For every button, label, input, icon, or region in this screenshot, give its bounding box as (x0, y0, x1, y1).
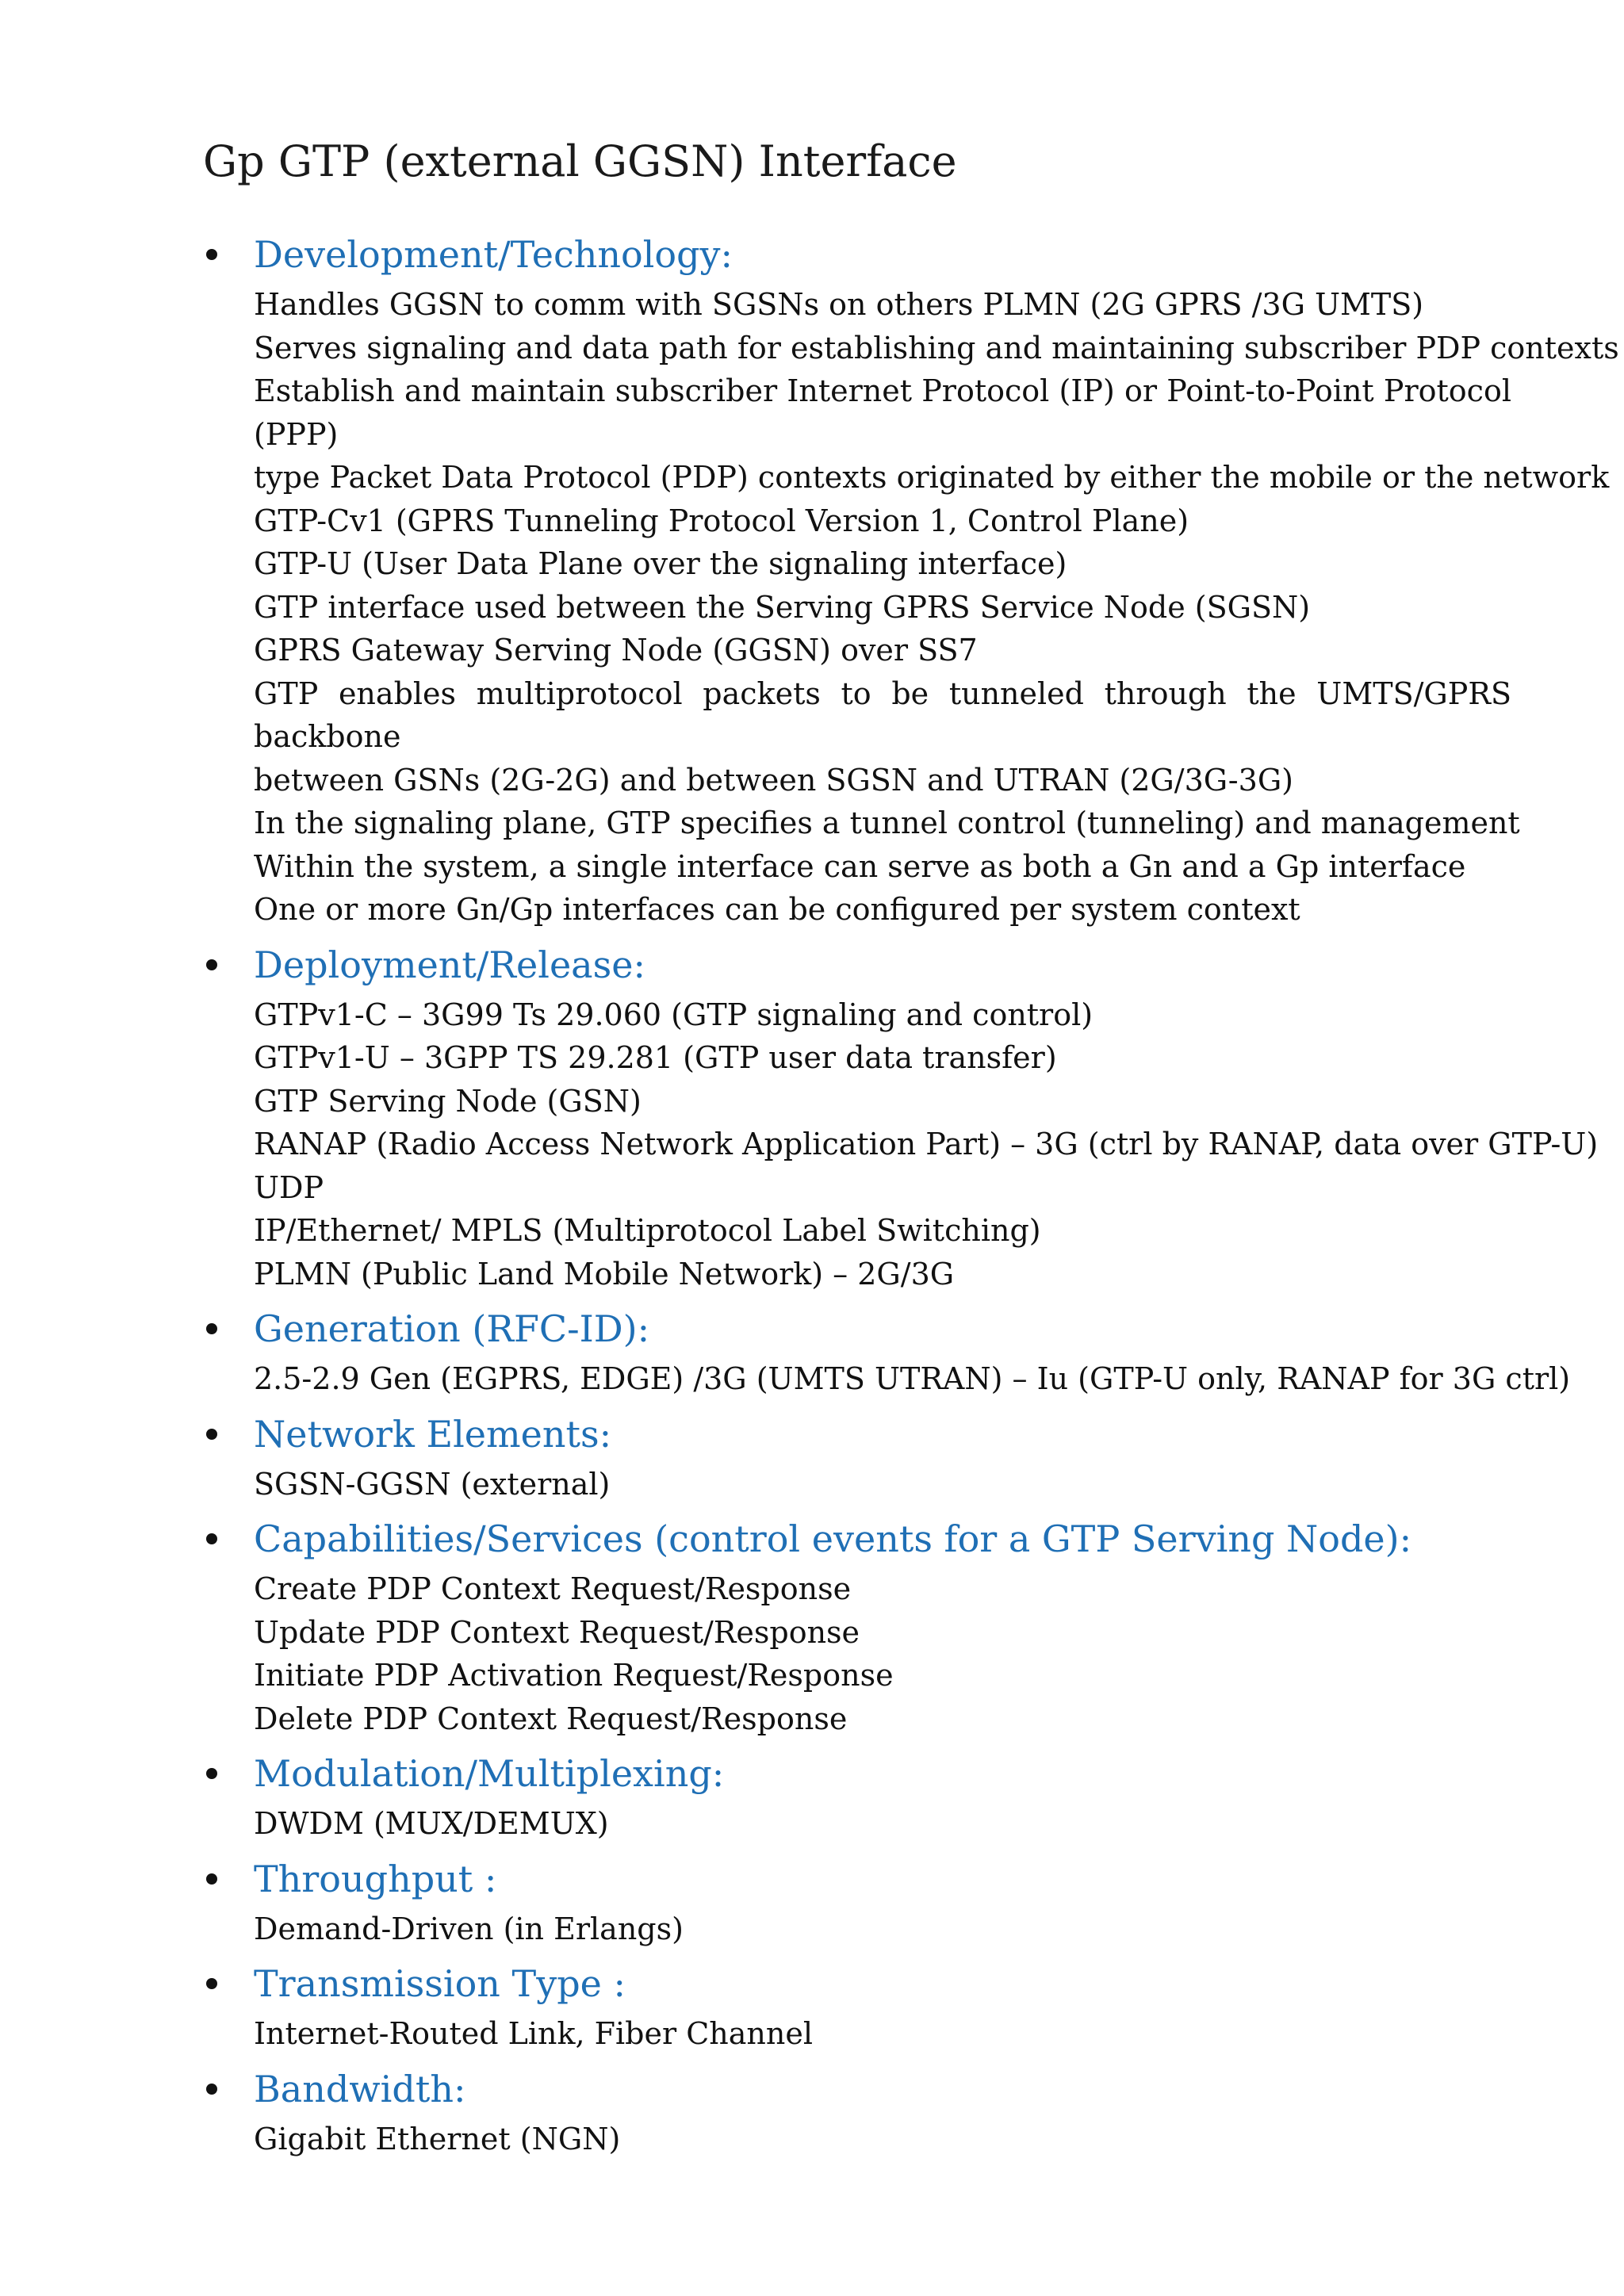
section-body (203, 1463, 1511, 1511)
bullet-icon (206, 1873, 217, 1885)
section (203, 1406, 1511, 1511)
section (203, 1510, 1511, 1745)
body-text-line: GTPv1-U – 3GPP TS 29.281 (GTP user data transfer) (254, 1040, 1057, 1075)
section (203, 1300, 1571, 1406)
section-heading (203, 2061, 1511, 2118)
section-heading (203, 226, 1511, 283)
body-text-line: RANAP (Radio Access Network Application Part) – 3G (ctrl by RANAP, data over GTP-U) (254, 1127, 1599, 1161)
section-body (203, 2012, 1511, 2061)
section-heading-text: Generation (RFC-ID): (254, 1307, 650, 1350)
section-body (203, 283, 1619, 936)
section (203, 226, 1619, 936)
section-heading (203, 936, 1511, 993)
section-heading (203, 1406, 1511, 1463)
bullet-icon (206, 1978, 217, 1989)
body-text-line: GTP Serving Node (GSN) (254, 1083, 642, 1119)
body-text-line: Delete PDP Context Request/Response (254, 1701, 848, 1736)
section-heading-text: Development/Technology: (254, 233, 733, 276)
body-text-line: PLMN (Public Land Mobile Network) – 2G/3G (254, 1256, 955, 1292)
body-text-line: Create PDP Context Request/Response (254, 1571, 852, 1606)
body-text-line: SGSN-GGSN (external) (254, 1466, 611, 1502)
body-text-line: 2.5-2.9 Gen (EGPRS, EDGE) /3G (UMTS UTRAN) – Iu (GTP-U only, RANAP for 3G ctrl) (254, 1361, 1571, 1396)
section (203, 936, 1599, 1301)
body-text-line: Serves signaling and data path for establishing and maintaining subscriber PDP contexts (254, 330, 1619, 365)
body-text-line: DWDM (MUX/DEMUX) (254, 1806, 609, 1841)
body-text-line: Update PDP Context Request/Response (254, 1614, 860, 1650)
section-body (203, 2118, 1511, 2166)
body-text-line: GPRS Gateway Serving Node (GGSN) over SS7 (254, 633, 978, 668)
section-heading-text: Network Elements: (254, 1412, 612, 1456)
bullet-icon (206, 1533, 217, 1544)
body-text-line: GTP interface used between the Serving GPRS Service Node (SGSN) (254, 589, 1311, 625)
body-text-line: Establish and maintain subscriber Internet Protocol (IP) or Point-to-Point Protocol (PPP) (254, 373, 1511, 452)
body-text-line: GTPv1-C – 3G99 Ts 29.060 (GTP signaling and control) (254, 997, 1094, 1032)
body-text-line: Initiate PDP Activation Request/Response (254, 1658, 894, 1693)
body-text-line: In the signaling plane, GTP specifies a tunnel control (tunneling) and management (254, 806, 1520, 840)
body-text-line: IP/Ethernet/ MPLS (Multiprotocol Label Switching) (254, 1213, 1041, 1248)
body-text-line: UDP (254, 1169, 324, 1205)
page-title: Gp GTP (external GGSN) Interface (203, 136, 957, 186)
body-text-line: GTP enables multiprotocol packets to be tunneled through the UMTS/GPRS backbone (254, 675, 1511, 754)
body-text-line: Handles GGSN to comm with SGSNs on others PLMN (2G GPRS /3G UMTS) (254, 287, 1424, 322)
bullet-icon (206, 959, 217, 970)
body-text-line: Internet-Routed Link, Fiber Channel (254, 2016, 814, 2051)
section-heading (203, 1300, 1511, 1357)
section-heading (203, 1955, 1511, 2012)
body-text-line: Within the system, a single interface can serve as both a Gn and a Gp interface (254, 848, 1466, 884)
section-body (203, 993, 1599, 1301)
bullet-icon (206, 249, 217, 260)
section-heading-text: Capabilities/Services (control events for a GTP Serving Node): (254, 1517, 1412, 1560)
section-body (203, 1908, 1511, 1956)
bullet-icon (206, 1323, 217, 1334)
bullet-icon (206, 1768, 217, 1779)
section (203, 1745, 1511, 1850)
section-heading-text: Bandwidth: (254, 2067, 466, 2110)
section-heading (203, 1745, 1511, 1802)
section-heading (203, 1510, 1511, 1567)
section (203, 1955, 1511, 2061)
section-heading-text: Deployment/Release: (254, 943, 645, 986)
body-text-line: Demand-Driven (in Erlangs) (254, 1911, 684, 1946)
body-text-line: type Packet Data Protocol (PDP) contexts originated by either the mobile or the network (254, 460, 1610, 495)
bullet-icon (206, 1429, 217, 1440)
body-text-line: GTP-U (User Data Plane over the signaling interface) (254, 546, 1067, 581)
section-heading-text: Modulation/Multiplexing: (254, 1752, 725, 1795)
body-text-line: between GSNs (2G-2G) and between SGSN and UTRAN (2G/3G-3G) (254, 762, 1293, 798)
section (203, 1850, 1511, 1956)
bullet-icon (206, 2084, 217, 2095)
section-heading (203, 1850, 1511, 1908)
section (203, 2061, 1511, 2166)
section-body (203, 1357, 1571, 1406)
body-text-line: Gigabit Ethernet (NGN) (254, 2121, 621, 2156)
section-body (203, 1802, 1511, 1850)
section-body (203, 1567, 1511, 1745)
body-text-line: GTP-Cv1 (GPRS Tunneling Protocol Version 1, Control Plane) (254, 503, 1189, 538)
body-text-line: One or more Gn/Gp interfaces can be configured per system context (254, 892, 1300, 927)
section-heading-text: Throughput : (254, 1857, 497, 1900)
section-heading-text: Transmission Type : (254, 1962, 626, 2005)
section-list (203, 226, 1619, 2165)
